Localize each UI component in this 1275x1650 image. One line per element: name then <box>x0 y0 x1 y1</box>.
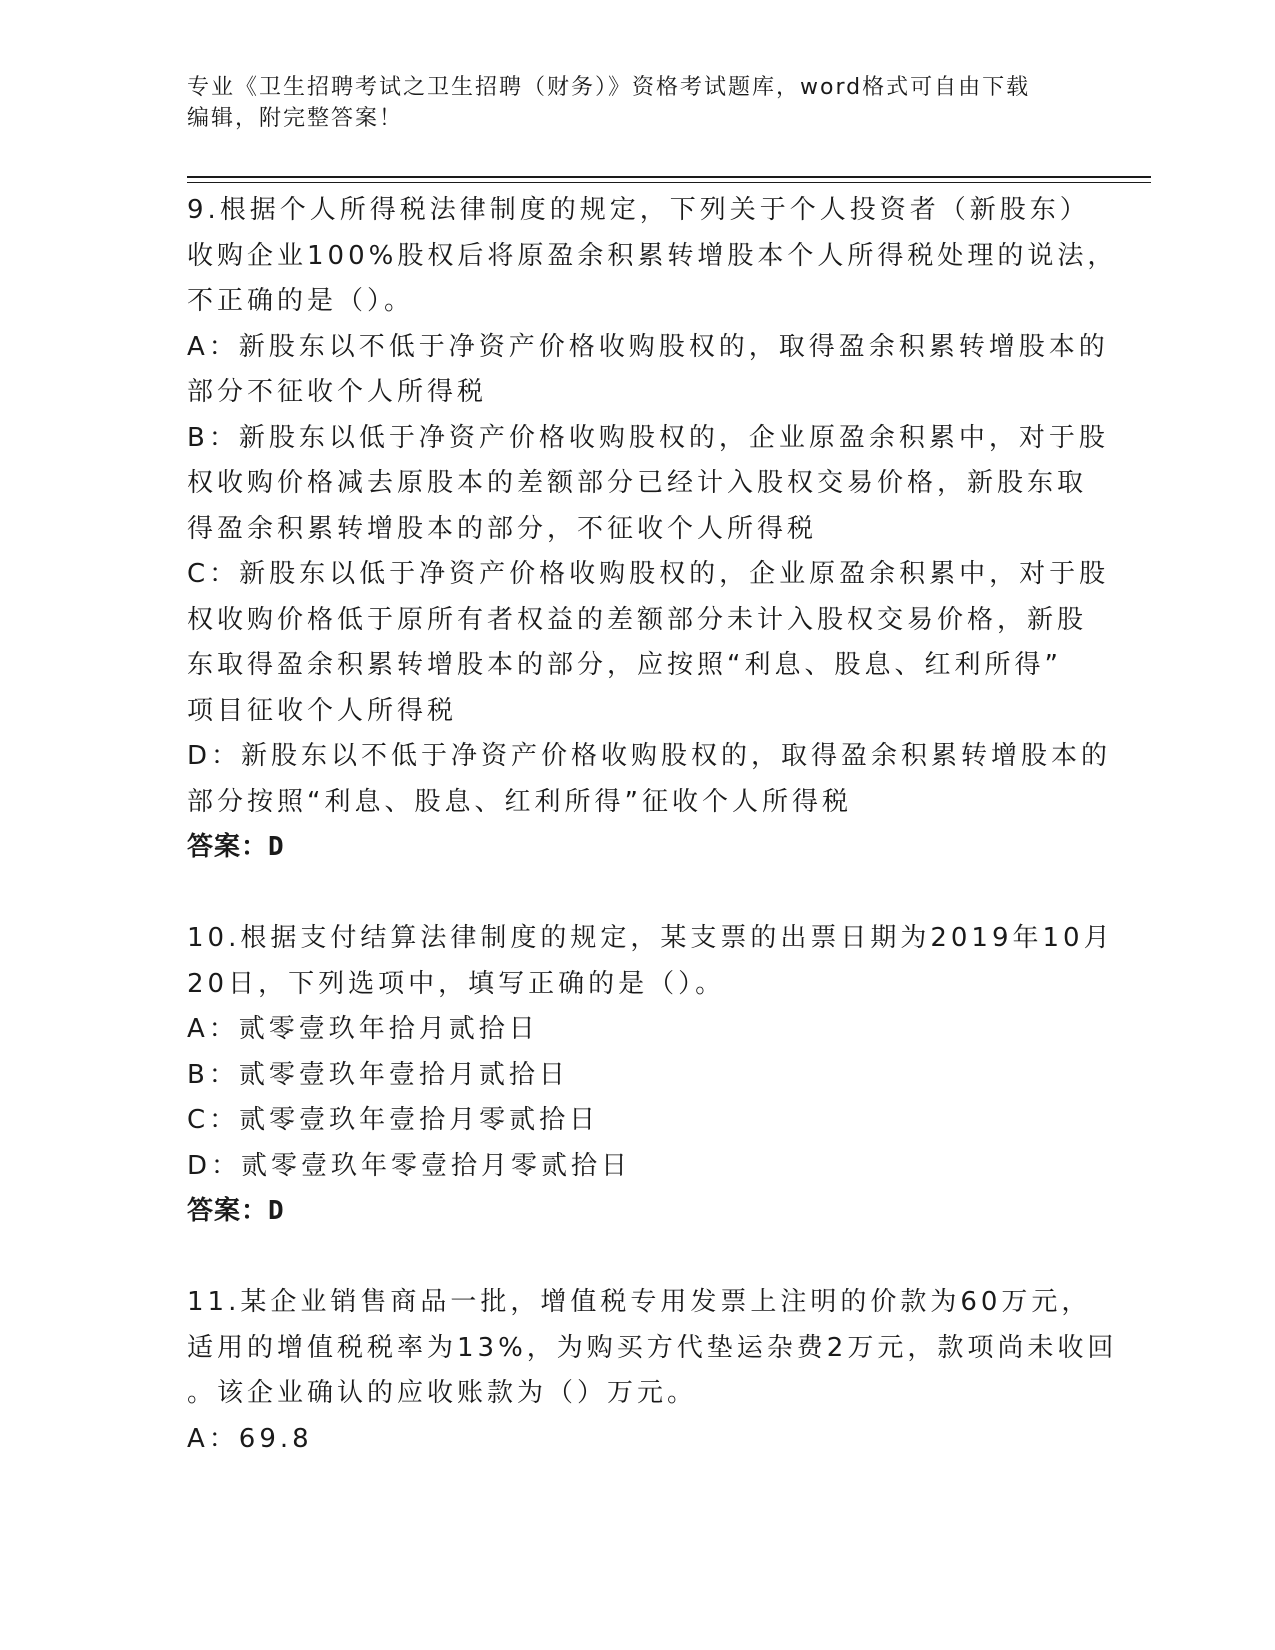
option-text-line: 项目征收个人所得税 <box>187 695 458 726</box>
option-text-line: A：贰零壹玖年拾月贰拾日 <box>187 1014 539 1044</box>
option-text-line: 部分不征收个人所得税 <box>187 377 488 407</box>
question-spacer <box>187 871 1087 917</box>
header-line-2: 编辑，附完整答案！ <box>187 106 404 131</box>
option-text-line: 权收购价格减去原股本的差额部分已经计入股权交易价格，新股东取 <box>187 468 1088 498</box>
answer-line: 答案：D <box>187 1196 285 1226</box>
question-spacer <box>187 1235 1087 1281</box>
question-stem-line: 20日，下列选项中，填写正确的是（）。 <box>187 968 726 999</box>
option-text-line: D：新股东以不低于净资产价格收购股权的，取得盈余积累转增股本的 <box>187 741 1112 771</box>
question-list <box>187 188 1118 1462</box>
option-text-line: 得盈余积累转增股本的部分，不征收个人所得税 <box>187 513 818 544</box>
header-divider-thin <box>187 182 1151 183</box>
document-header <box>187 72 1087 134</box>
option-text-line: C：新股东以低于净资产价格收购股权的，企业原盈余积累中，对于股 <box>187 559 1110 589</box>
option-item <box>187 552 1110 734</box>
option-text-line: A：新股东以不低于净资产价格收购股权的，取得盈余积累转增股本的 <box>187 331 1109 362</box>
option-item <box>187 1144 1087 1190</box>
option-item <box>187 1098 1087 1144</box>
option-item <box>187 1053 1087 1099</box>
question-block <box>187 188 1118 916</box>
question-stem-line: 适用的增值税税率为13%，为购买方代垫运杂费2万元，款项尚未收回 <box>187 1332 1118 1363</box>
header-line-1: 专业《卫生招聘考试之卫生招聘（财务）》资格考试题库，word格式可自由下载 <box>187 75 1031 100</box>
option-text-line: B：新股东以低于净资产价格收购股权的，企业原盈余积累中，对于股 <box>187 422 1109 453</box>
option-item <box>187 325 1109 416</box>
question-stem-line: 9.根据个人所得税法律制度的规定，下列关于个人投资者（新股东） <box>187 195 1090 225</box>
option-item <box>187 1417 1087 1463</box>
option-text-line: A：69.8 <box>187 1423 313 1454</box>
question-stem-line: 11.某企业销售商品一批，增值税专用发票上注明的价款为60万元， <box>187 1287 1092 1317</box>
option-text-line: D：贰零壹玖年零壹拾月零贰拾日 <box>187 1150 632 1181</box>
option-item <box>187 416 1109 553</box>
header-divider-thick <box>187 176 1151 178</box>
option-text-line: C：贰零壹玖年壹拾月零贰拾日 <box>187 1105 600 1135</box>
question-block <box>187 916 1114 1280</box>
question-stem-line: 。该企业确认的应收账款为（）万元。 <box>187 1378 698 1408</box>
option-text-line: 东取得盈余积累转增股本的部分，应按照“利息、股息、红利所得” <box>187 650 1062 680</box>
question-stem-line: 10.根据支付结算法律制度的规定，某支票的出票日期为2019年10月 <box>187 923 1114 953</box>
question-block <box>187 1280 1118 1462</box>
option-text-line: 权收购价格低于原所有者权益的差额部分未计入股权交易价格，新股 <box>187 604 1088 635</box>
option-item <box>187 1007 1087 1053</box>
question-stem-line: 收购企业100%股权后将原盈余积累转增股本个人所得税处理的说法， <box>187 240 1118 271</box>
question-stem-line: 不正确的是（）。 <box>187 286 415 316</box>
option-text-line: B：贰零壹玖年壹拾月贰拾日 <box>187 1059 569 1090</box>
option-text-line: 部分按照“利息、股息、红利所得”征收个人所得税 <box>187 786 852 817</box>
option-item <box>187 734 1112 825</box>
answer-line: 答案：D <box>187 832 285 862</box>
